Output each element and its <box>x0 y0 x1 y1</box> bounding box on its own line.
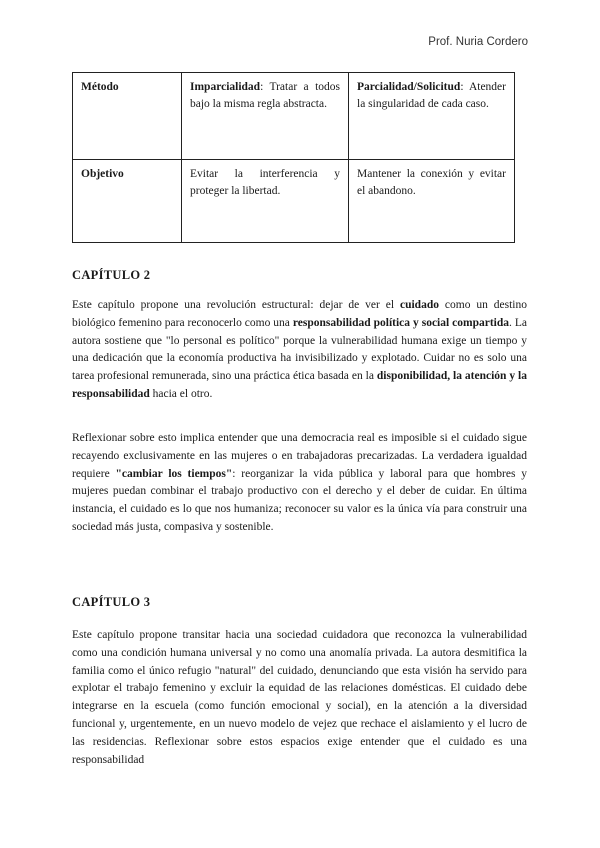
cell-partiality <box>349 73 515 160</box>
cell-text: : Atender la singularidad de cada caso. <box>357 81 506 110</box>
text-run: como un destino biológico femenino para reconocerlo como una <box>72 299 527 329</box>
chapter-3-title: CAPÍTULO 3 <box>72 595 151 609</box>
row-label-method: Método <box>73 73 182 160</box>
cell-objective-partiality: Mantener la conexión y evitar el abandono. <box>349 160 515 243</box>
text-run: Reflexionar sobre esto implica entender que una democracia real es imposible si el cuidado sigue recayendo exclusivamente en las mujeres o en trabajadoras precarizadas. La verdadera igualdad requiere <box>72 432 527 480</box>
emphasis: disponibilidad, la atención y la responsabilidad <box>72 370 527 400</box>
cell-objective-impartiality: Evitar la interferencia y proteger la libertad. <box>182 160 349 243</box>
cell-impartiality <box>182 73 349 160</box>
cell-title: Imparcialidad <box>190 81 261 93</box>
cell-title: Parcialidad/Solicitud <box>357 81 461 93</box>
header-author: Prof. Nuria Cordero <box>428 36 528 48</box>
cell-text: : Tratar a todos bajo la misma regla abstracta. <box>190 81 340 110</box>
chapter-2-paragraph-1 <box>72 297 527 404</box>
text-run: hacia el otro. <box>149 387 213 400</box>
table-row <box>73 73 515 160</box>
emphasis: responsabilidad política y social compartida <box>292 316 510 329</box>
chapter-2-paragraph-2 <box>72 430 527 537</box>
emphasis: "cambiar los tiempos" <box>115 467 233 480</box>
text-run: . La autora sostiene que "lo personal es político" porque la vulnerabilidad humana exige un tiempo y una dedicación que la economía productiva ha invisibilizado y explotado. Cuidar no es solo una tarea profesional remunerada, sino una práctica ética basada en la <box>72 316 527 383</box>
row-label-objective: Objetivo <box>73 160 182 243</box>
comparison-table <box>72 72 515 243</box>
chapter-2-title: CAPÍTULO 2 <box>72 268 151 282</box>
chapter-3-paragraph-1: Este capítulo propone transitar hacia una sociedad cuidadora que reconozca la vulnerabilidad como una condición humana universal y no como una anomalía privada. La autora desmitifica la familia como el único refugio "natural" del cuidado, denunciando que esta visión ha servido para explotar el trabajo femenino y excluir la equidad de las relaciones domésticas. El cuidado debe integrarse en la escuela (como función emocional y social), en la atención a la diversidad funcional y, urgentemente, en un nuevo modelo de vejez que rechace el aislamiento y el lucro de las residencias. Reflexionar sobre estos espacios exige entender que el cuidado es una responsabilidad <box>72 629 527 766</box>
text-run: Este capítulo propone una revolución estructural: dejar de ver el <box>72 299 400 311</box>
table-row <box>73 160 515 243</box>
emphasis: cuidado <box>399 299 439 311</box>
text-run: : reorganizar la vida pública y laboral para que hombres y mujeres puedan combinar el trabajo productivo con el derecho y el deber de cuidar. En última instancia, el cuidado es lo que nos humaniza; reconocer su valor es la única vía para construir una sociedad más justa, compasiva y sostenible. <box>72 467 527 533</box>
